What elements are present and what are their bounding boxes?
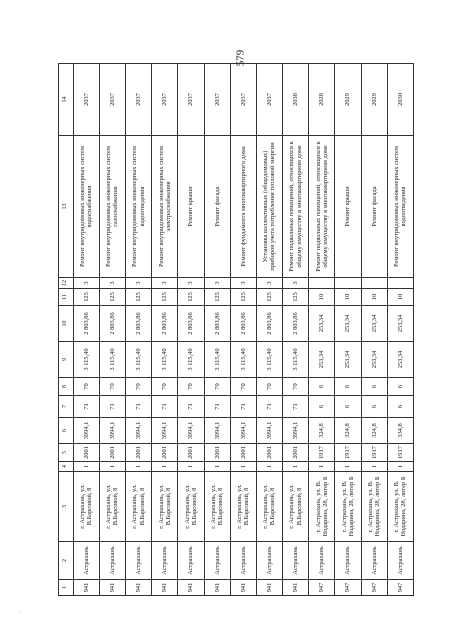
area-cell: 3994,1 — [178, 418, 204, 444]
year-built-cell: 1917 — [361, 444, 387, 462]
col9-cell: 3 115,40 — [152, 342, 178, 378]
count-cell: 1 — [126, 462, 152, 472]
col8-cell: 70 — [152, 378, 178, 396]
col7-cell: 6 — [309, 396, 335, 418]
col12-cell: 3 — [99, 278, 125, 289]
col7-cell: 71 — [152, 396, 178, 418]
year-built-cell: 2001 — [126, 444, 152, 462]
row-number: 941 — [152, 580, 178, 596]
col8-cell: 6 — [335, 378, 361, 396]
count-cell: 1 — [230, 462, 256, 472]
col10-cell: 253,34 — [387, 306, 413, 342]
col9-cell: 253,34 — [387, 342, 413, 378]
planned-year-cell: 2029 — [361, 64, 387, 136]
year-built-cell: 2001 — [256, 444, 282, 462]
table-row — [99, 64, 125, 596]
col10-cell: 2 803,86 — [230, 306, 256, 342]
col12-cell: 3 — [230, 278, 256, 289]
col7-cell: 71 — [204, 396, 230, 418]
planned-year-cell: 2037 — [204, 64, 230, 136]
row-number: 941 — [230, 580, 256, 596]
address-cell: г. Астрахань, ул. В.Барсовой, 8 — [256, 472, 282, 542]
column-number: 1 — [59, 580, 74, 596]
row-number: 941 — [178, 580, 204, 596]
address-cell: г. Астрахань, ул. В.Барсовой, 8 — [126, 472, 152, 542]
area-cell: 324,8 — [309, 418, 335, 444]
col11-cell: 125 — [256, 289, 282, 306]
column-number: 2 — [59, 542, 74, 580]
settlement-cell: Астрахань — [126, 542, 152, 580]
work-type-cell: Ремонт фасада — [204, 136, 230, 278]
year-built-cell: 1917 — [335, 444, 361, 462]
col12-cell — [361, 278, 387, 289]
work-type-cell: Установка коллективных (общедомовых) приборов учета потребления тепловой энергии — [256, 136, 282, 278]
table-row — [230, 64, 256, 596]
count-cell: 1 — [204, 462, 230, 472]
address-cell: г. Астрахань, ул. В.Барсовой, 8 — [152, 472, 178, 542]
work-type-cell: Ремонт внутридомовых инженерных систем электроснабжения — [152, 136, 178, 278]
table-row — [152, 64, 178, 596]
column-number: 4 — [59, 462, 74, 472]
column-number: 8 — [59, 378, 74, 396]
column-number: 14 — [59, 64, 74, 136]
scan-footer-mark: . — [20, 608, 22, 614]
col8-cell: 70 — [283, 378, 309, 396]
work-type-cell: Ремонт внутридомовых инженерных систем водоснабжения — [73, 136, 99, 278]
column-number-row — [59, 64, 74, 596]
year-built-cell: 1917 — [309, 444, 335, 462]
year-built-cell: 2001 — [204, 444, 230, 462]
count-cell: 1 — [178, 462, 204, 472]
year-built-cell: 2001 — [283, 444, 309, 462]
count-cell: 1 — [309, 462, 335, 472]
area-cell: 3994,1 — [73, 418, 99, 444]
area-cell: 3994,1 — [256, 418, 282, 444]
col9-cell: 3 115,40 — [178, 342, 204, 378]
col11-cell: 125 — [178, 289, 204, 306]
col11-cell: 125 — [204, 289, 230, 306]
col12-cell — [335, 278, 361, 289]
area-cell: 324,8 — [335, 418, 361, 444]
col9-cell: 3 115,40 — [126, 342, 152, 378]
planned-year-cell: 2037 — [230, 64, 256, 136]
address-cell: г. Астрахань, ул. В.Барсовой, 8 — [283, 472, 309, 542]
col8-cell: 70 — [126, 378, 152, 396]
address-cell: г. Астрахань, ул. В. Нодарина, 28, литер Б — [387, 472, 413, 542]
year-built-cell: 1917 — [387, 444, 413, 462]
col11-cell: 125 — [230, 289, 256, 306]
area-cell: 3994,1 — [204, 418, 230, 444]
settlement-cell: Астрахань — [283, 542, 309, 580]
col7-cell: 71 — [178, 396, 204, 418]
planned-year-cell: 2037 — [126, 64, 152, 136]
settlement-cell: Астрахань — [99, 542, 125, 580]
table-row — [361, 64, 387, 596]
count-cell: 1 — [73, 462, 99, 472]
table-row — [126, 64, 152, 596]
col7-cell: 71 — [73, 396, 99, 418]
col11-cell: 10 — [309, 289, 335, 306]
work-type-cell: Ремонт фасада — [361, 136, 387, 278]
planned-year-cell: 2037 — [256, 64, 282, 136]
address-cell: г. Астрахань, ул. В. Нодарина, 28, литер Б — [309, 472, 335, 542]
table-row — [283, 64, 309, 596]
col12-cell: 3 — [256, 278, 282, 289]
planned-year-cell: 2037 — [73, 64, 99, 136]
area-cell: 334,8 — [387, 418, 413, 444]
planned-year-cell: 2029 — [335, 64, 361, 136]
count-cell: 1 — [387, 462, 413, 472]
area-cell: 3994,1 — [283, 418, 309, 444]
column-number: 13 — [59, 136, 74, 278]
area-cell: 3994,1 — [152, 418, 178, 444]
count-cell: 1 — [256, 462, 282, 472]
year-built-cell: 2001 — [73, 444, 99, 462]
col12-cell: 3 — [204, 278, 230, 289]
row-number: 947 — [387, 580, 413, 596]
col11-cell: 125 — [73, 289, 99, 306]
column-number: 11 — [59, 289, 74, 306]
column-number: 5 — [59, 444, 74, 462]
count-cell: 1 — [99, 462, 125, 472]
area-cell: 3994,1 — [230, 418, 256, 444]
row-number: 947 — [361, 580, 387, 596]
work-type-cell: Ремонт крыши — [178, 136, 204, 278]
col8-cell: 6 — [387, 378, 413, 396]
col11-cell: 125 — [283, 289, 309, 306]
settlement-cell: Астрахань — [335, 542, 361, 580]
settlement-cell: Астрахань — [361, 542, 387, 580]
row-number: 941 — [256, 580, 282, 596]
col8-cell: 6 — [361, 378, 387, 396]
col10-cell: 2 803,86 — [99, 306, 125, 342]
column-number: 12 — [59, 278, 74, 289]
settlement-cell: Астрахань — [152, 542, 178, 580]
col12-cell: 3 — [152, 278, 178, 289]
table-row — [335, 64, 361, 596]
col11-cell: 125 — [152, 289, 178, 306]
col12-cell: 3 — [126, 278, 152, 289]
settlement-cell: Астрахань — [309, 542, 335, 580]
settlement-cell: Астрахань — [387, 542, 413, 580]
table-rotator — [58, 64, 414, 596]
column-number: 3 — [59, 472, 74, 542]
planned-year-cell: 2037 — [152, 64, 178, 136]
column-number: 7 — [59, 396, 74, 418]
page-number-text: 579 — [234, 49, 246, 67]
address-cell: г. Астрахань, ул. В.Барсовой, 8 — [204, 472, 230, 542]
year-built-cell: 2001 — [152, 444, 178, 462]
settlement-cell: Астрахань — [178, 542, 204, 580]
col9-cell: 253,34 — [335, 342, 361, 378]
col10-cell: 2 803,86 — [73, 306, 99, 342]
col11-cell: 125 — [99, 289, 125, 306]
planned-year-cell: 2037 — [178, 64, 204, 136]
col9-cell: 3 115,40 — [99, 342, 125, 378]
work-type-cell: Ремонт внутридомовых инженерных систем водоотведения — [387, 136, 413, 278]
col7-cell: 71 — [256, 396, 282, 418]
col8-cell: 70 — [178, 378, 204, 396]
col7-cell: 71 — [283, 396, 309, 418]
table-body — [59, 64, 414, 596]
col7-cell: 6 — [335, 396, 361, 418]
table-row — [256, 64, 282, 596]
col9-cell: 3 115,40 — [283, 342, 309, 378]
year-built-cell: 2001 — [99, 444, 125, 462]
column-number: 9 — [59, 342, 74, 378]
row-number: 941 — [126, 580, 152, 596]
row-number: 941 — [99, 580, 125, 596]
repair-schedule-table — [58, 63, 414, 596]
row-number: 941 — [73, 580, 99, 596]
settlement-cell: Астрахань — [204, 542, 230, 580]
col8-cell: 70 — [73, 378, 99, 396]
settlement-cell: Астрахань — [230, 542, 256, 580]
document-table-area — [58, 64, 414, 596]
col9-cell: 3 115,40 — [73, 342, 99, 378]
col7-cell: 6 — [387, 396, 413, 418]
work-type-cell: Ремонт внутридомовых инженерных систем газоснабжения — [99, 136, 125, 278]
col10-cell: 253,34 — [335, 306, 361, 342]
count-cell: 1 — [335, 462, 361, 472]
col10-cell: 253,34 — [309, 306, 335, 342]
col10-cell: 2 803,86 — [152, 306, 178, 342]
col11-cell: 10 — [335, 289, 361, 306]
table-row — [73, 64, 99, 596]
year-built-cell: 2001 — [230, 444, 256, 462]
column-number: 10 — [59, 306, 74, 342]
col10-cell: 2 803,86 — [204, 306, 230, 342]
col10-cell: 2 803,86 — [178, 306, 204, 342]
count-cell: 1 — [152, 462, 178, 472]
planned-year-cell: 2038 — [283, 64, 309, 136]
row-number: 941 — [283, 580, 309, 596]
col10-cell: 2 803,86 — [283, 306, 309, 342]
col7-cell: 71 — [99, 396, 125, 418]
col8-cell: 70 — [99, 378, 125, 396]
count-cell: 1 — [361, 462, 387, 472]
area-cell: 3994,1 — [126, 418, 152, 444]
col9-cell: 3 115,40 — [256, 342, 282, 378]
col11-cell: 10 — [387, 289, 413, 306]
row-number: 941 — [204, 580, 230, 596]
table-row — [387, 64, 413, 596]
work-type-cell: Ремонт фундамента многоквартирного дома — [230, 136, 256, 278]
address-cell: г. Астрахань, ул. В.Барсовой, 8 — [73, 472, 99, 542]
address-cell: г. Астрахань, ул. В.Барсовой, 8 — [99, 472, 125, 542]
col9-cell: 253,34 — [361, 342, 387, 378]
col9-cell: 3 115,40 — [204, 342, 230, 378]
work-type-cell: Ремонт подвальных помещений, относящихся к общему имуществу в многоквартирном доме — [283, 136, 309, 278]
settlement-cell: Астрахань — [256, 542, 282, 580]
address-cell: г. Астрахань, ул. В.Барсовой, 8 — [178, 472, 204, 542]
address-cell: г. Астрахань, ул. В.Барсовой, 8 — [230, 472, 256, 542]
address-cell: г. Астрахань, ул. В. Нодарина, 28, литер Б — [335, 472, 361, 542]
address-cell: г. Астрахань, ул. В. Нодарина, 28, литер Б — [361, 472, 387, 542]
area-cell: 3994,1 — [99, 418, 125, 444]
count-cell: 1 — [283, 462, 309, 472]
col11-cell: 125 — [126, 289, 152, 306]
table-row — [204, 64, 230, 596]
col12-cell — [309, 278, 335, 289]
col7-cell: 6 — [361, 396, 387, 418]
row-number: 947 — [309, 580, 335, 596]
col7-cell: 71 — [230, 396, 256, 418]
work-type-cell: Ремонт крыши — [335, 136, 361, 278]
year-built-cell: 2001 — [178, 444, 204, 462]
settlement-cell: Астрахань — [73, 542, 99, 580]
work-type-cell: Ремонт подвальных помещений, относящихся к общему имуществу в многоквартирном доме — [309, 136, 335, 278]
col8-cell: 70 — [230, 378, 256, 396]
col12-cell: 3 — [73, 278, 99, 289]
col12-cell — [387, 278, 413, 289]
table-row — [178, 64, 204, 596]
area-cell: 324,8 — [361, 418, 387, 444]
col8-cell: 70 — [256, 378, 282, 396]
col7-cell: 71 — [126, 396, 152, 418]
planned-year-cell: 2028 — [309, 64, 335, 136]
col11-cell: 10 — [361, 289, 387, 306]
col8-cell: 70 — [204, 378, 230, 396]
col10-cell: 2 803,86 — [126, 306, 152, 342]
row-number: 947 — [335, 580, 361, 596]
col12-cell: 3 — [283, 278, 309, 289]
planned-year-cell: 2037 — [99, 64, 125, 136]
col10-cell: 2 803,86 — [256, 306, 282, 342]
col9-cell: 253,34 — [309, 342, 335, 378]
col12-cell: 3 — [178, 278, 204, 289]
work-type-cell: Ремонт внутридомовых инженерных систем водоотведения — [126, 136, 152, 278]
col8-cell: 6 — [309, 378, 335, 396]
col9-cell: 3 115,40 — [230, 342, 256, 378]
col10-cell: 253,34 — [361, 306, 387, 342]
planned-year-cell: 2030 — [387, 64, 413, 136]
table-row — [309, 64, 335, 596]
column-number: 6 — [59, 418, 74, 444]
